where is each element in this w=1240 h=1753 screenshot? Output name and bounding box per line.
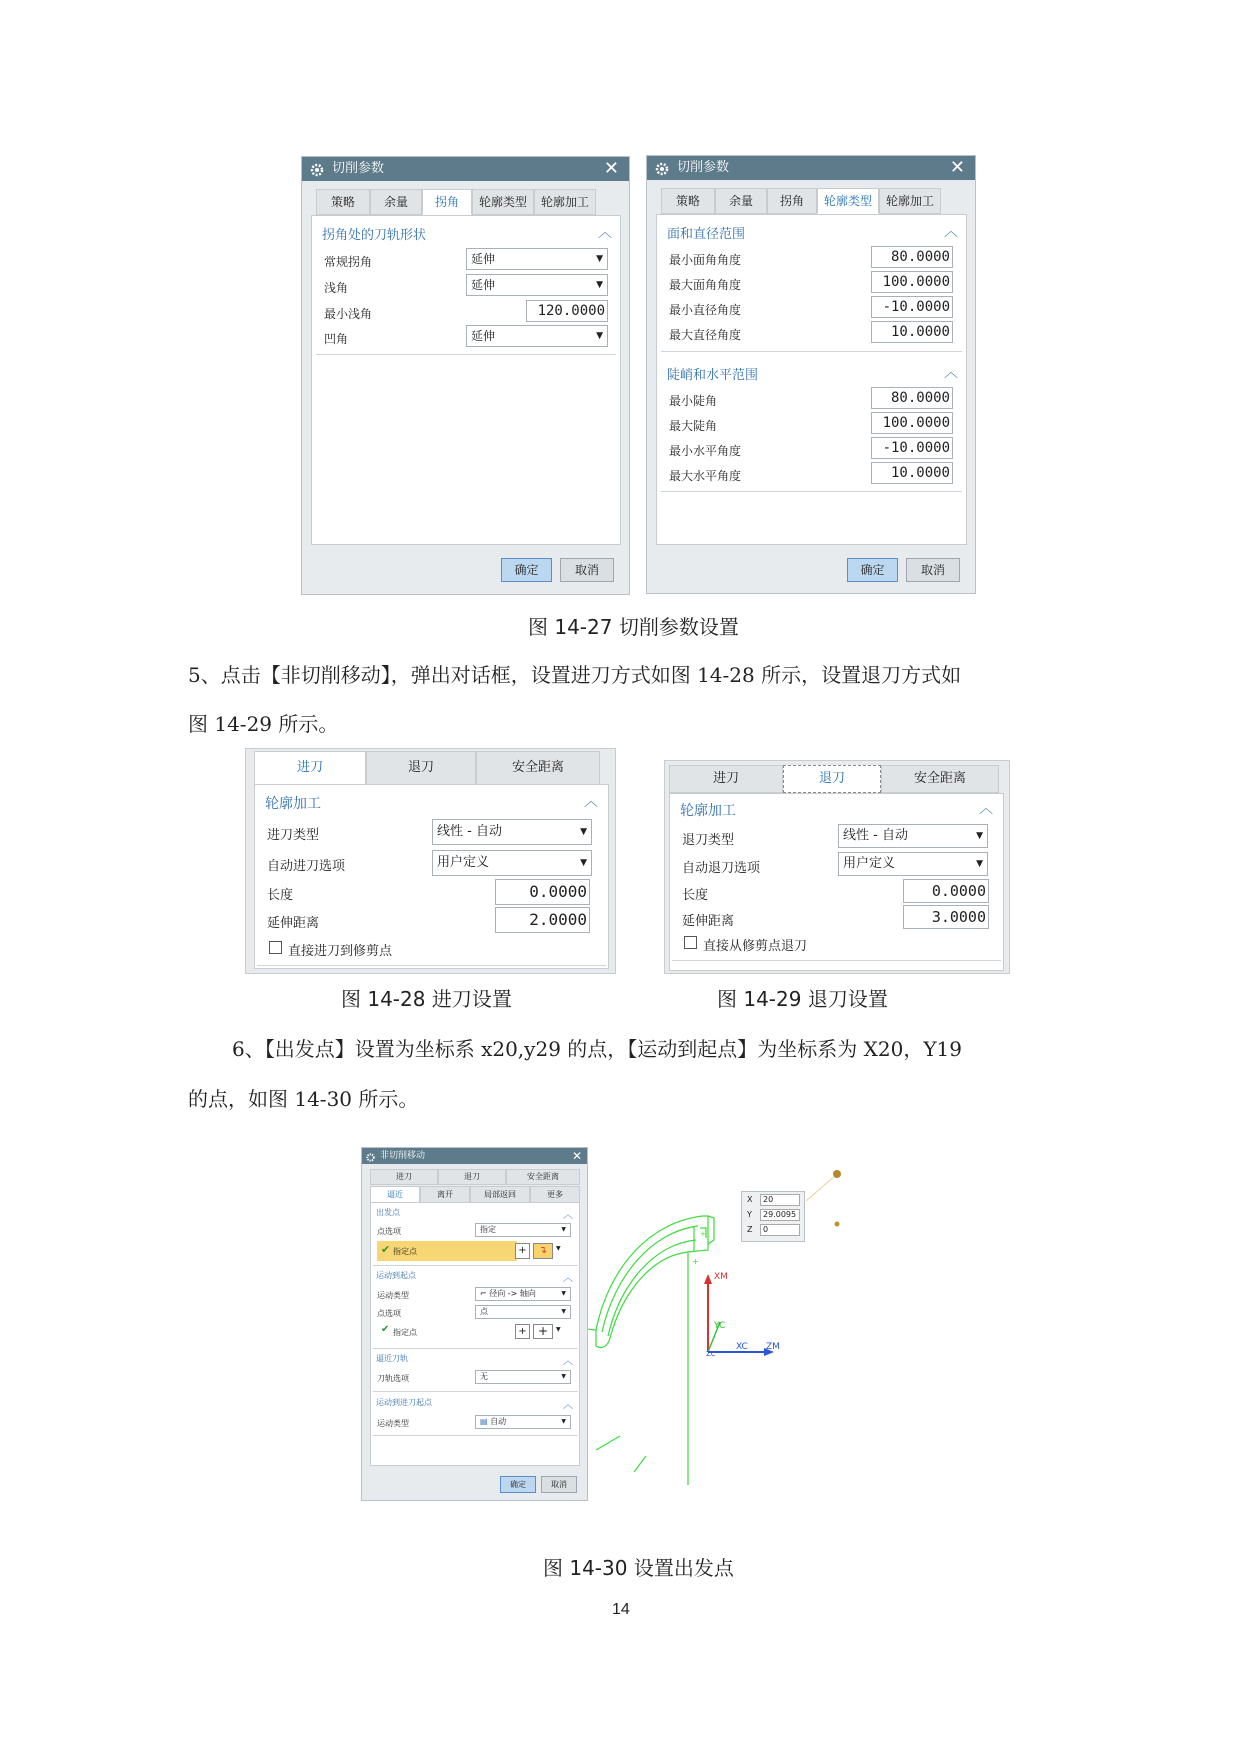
tab-safe-distance[interactable]: 安全距离: [476, 751, 600, 785]
row-label: 最大水平角度: [669, 469, 742, 483]
row-label: 运动类型: [377, 1419, 409, 1428]
select-value: 无: [480, 1372, 488, 1381]
min-diameter-angle-input[interactable]: -10.0000: [871, 296, 953, 318]
row-label: 最小浅角: [324, 307, 373, 321]
page-number: 14: [612, 1601, 630, 1618]
tab-strategy[interactable]: 策略: [661, 188, 715, 214]
corner-normal-select[interactable]: [466, 248, 608, 270]
inferred-point-icon[interactable]: ↴: [533, 1243, 553, 1259]
cut-params-dialog-left: [301, 156, 630, 595]
tab-profile-type[interactable]: 轮廓类型: [817, 188, 879, 214]
tab-corner[interactable]: 拐角: [767, 188, 817, 214]
concave-corner-select[interactable]: [466, 325, 608, 347]
tab-safe-distance[interactable]: 安全距离: [506, 1169, 580, 1185]
tab-corner[interactable]: 拐角: [422, 189, 472, 215]
dialog-titlebar: [362, 1148, 587, 1164]
approach-type-select[interactable]: [432, 819, 592, 845]
tab-more[interactable]: 更多: [530, 1186, 580, 1203]
axis-label-zm: ZM: [766, 1342, 780, 1352]
tab-engage[interactable]: 逼近: [370, 1186, 420, 1203]
min-shallow-angle-input[interactable]: 120.0000: [526, 300, 608, 322]
tab-retract[interactable]: 退刀: [438, 1169, 506, 1185]
tab-depart[interactable]: 离开: [420, 1186, 470, 1203]
row-label: 最小面角角度: [669, 253, 742, 267]
axis-label-yc: YC: [714, 1321, 726, 1331]
tab-approach[interactable]: 进刀: [254, 751, 366, 785]
extension-distance-input[interactable]: 2.0000: [495, 907, 590, 933]
section-title: 轮廓加工: [680, 803, 736, 819]
axis-label-xm: XM: [714, 1272, 728, 1282]
paragraph-6-line2: 的点，如图 14-30 所示。: [188, 1087, 419, 1111]
row-label: 指定点: [393, 1328, 417, 1337]
max-steep-angle-input[interactable]: 100.0000: [871, 412, 953, 434]
row-label: 最大陡角: [669, 419, 718, 433]
tab-profile-machining[interactable]: 轮廓加工: [534, 189, 596, 215]
divider: [316, 354, 616, 355]
select-value: 点: [480, 1307, 488, 1316]
close-icon[interactable]: ✕: [571, 1149, 582, 1163]
collapse-icon[interactable]: ︿: [563, 1210, 573, 1221]
auto-retract-option-select[interactable]: [838, 852, 988, 876]
coord-z-label: Z: [747, 1225, 753, 1234]
section-title: 拐角处的刀轨形状: [322, 228, 427, 243]
extension-distance-input[interactable]: 3.0000: [903, 905, 989, 929]
chevron-down-icon[interactable]: ▼: [556, 1245, 561, 1252]
figure-caption-14-28: 图 14-28 进刀设置: [341, 987, 512, 1011]
radial-axial-icon: ⌐: [480, 1289, 490, 1298]
select-value: 线性 - 自动: [437, 824, 502, 839]
row-label: 刀轨选项: [377, 1374, 409, 1383]
tab-panel: [254, 784, 609, 969]
chevron-down-icon[interactable]: ▼: [556, 1326, 561, 1333]
tab-retract[interactable]: 退刀: [783, 765, 881, 793]
point-markers: [800, 1165, 850, 1235]
section-title: 运动到起点: [376, 1271, 416, 1280]
section-title: 轮廓加工: [265, 796, 321, 812]
checkbox-label: 直接进刀到修剪点: [288, 944, 393, 959]
dropdown-arrow-icon: ▼: [976, 859, 983, 869]
direct-approach-checkbox[interactable]: [269, 941, 282, 954]
length-input[interactable]: 0.0000: [903, 879, 989, 903]
gear-icon: [366, 1152, 375, 1161]
select-value: 径向 -> 轴向: [489, 1289, 536, 1298]
divider: [373, 1435, 578, 1436]
plus-icon[interactable]: +: [533, 1324, 553, 1339]
toolpath-option-select[interactable]: [475, 1370, 571, 1384]
section-title: 面和直径范围: [667, 227, 746, 242]
dropdown-arrow-icon: ▼: [580, 858, 587, 868]
divider: [661, 351, 962, 352]
checkbox-label: 直接从修剪点退刀: [703, 939, 808, 954]
tab-panel: [370, 1202, 580, 1466]
cancel-button[interactable]: 取消: [906, 558, 960, 582]
dropdown-arrow-icon: ▼: [596, 280, 603, 290]
gear-icon: [310, 162, 324, 176]
cancel-button[interactable]: 取消: [560, 558, 614, 582]
min-steep-angle-input[interactable]: 80.0000: [871, 387, 953, 409]
length-input[interactable]: 0.0000: [495, 879, 590, 905]
divider: [661, 491, 962, 492]
svg-text:+: +: [692, 1257, 699, 1266]
cut-params-dialog-right: [646, 155, 976, 594]
divider: [257, 965, 606, 966]
collapse-icon[interactable]: ︿: [563, 1356, 573, 1367]
dropdown-arrow-icon: ▼: [561, 1308, 566, 1315]
collapse-icon[interactable]: ︿: [584, 794, 598, 810]
axis-label-xc: XC: [736, 1342, 748, 1352]
select-value: 用户定义: [437, 855, 490, 870]
corner-shallow-select[interactable]: [466, 274, 608, 296]
max-face-angle-input[interactable]: 100.0000: [871, 271, 953, 293]
check-icon: ✔: [381, 1243, 391, 1256]
tab-stock[interactable]: 余量: [370, 189, 422, 215]
row-label: 常规拐角: [324, 255, 373, 269]
row-label: 延伸距离: [682, 914, 735, 929]
select-value: 延伸: [471, 329, 496, 343]
retract-type-select[interactable]: [838, 824, 988, 848]
divider: [373, 1391, 578, 1392]
row-label: 长度: [267, 888, 294, 903]
collapse-icon[interactable]: ︿: [944, 224, 958, 240]
tab-retract[interactable]: 退刀: [366, 751, 476, 785]
dropdown-arrow-icon: ▼: [561, 1226, 566, 1233]
paragraph-6-line1: 6、【出发点】设置为坐标系 x20,y29 的点，【运动到起点】为坐标系为 X20，Y19: [232, 1037, 962, 1061]
coord-x-label: X: [747, 1195, 753, 1204]
row-label: 退刀类型: [682, 833, 735, 848]
row-label: 最小直径角度: [669, 303, 742, 317]
tab-strategy[interactable]: 策略: [316, 189, 370, 215]
retract-settings-panel: [664, 760, 1010, 974]
divider: [672, 960, 1001, 961]
collapse-icon[interactable]: ︿: [598, 225, 612, 241]
tab-approach[interactable]: 进刀: [669, 765, 783, 793]
point-option-select[interactable]: [475, 1305, 571, 1319]
dropdown-arrow-icon: ▼: [580, 827, 587, 837]
row-label: 最小陡角: [669, 394, 718, 408]
collapse-icon[interactable]: ︿: [944, 365, 958, 381]
cancel-button[interactable]: 取消: [541, 1476, 577, 1493]
direct-retract-checkbox[interactable]: [684, 936, 697, 949]
dialog-title: 切削参数: [332, 161, 385, 176]
auto-motion-icon: ▤: [480, 1417, 491, 1426]
dialog-title: 非切削移动: [380, 1151, 426, 1161]
point-dialog-icon[interactable]: +: [515, 1243, 530, 1259]
tab-stock[interactable]: 余量: [715, 188, 767, 214]
non-cutting-moves-dialog: [361, 1147, 588, 1501]
paragraph-5-line1: 5、点击【非切削移动】，弹出对话框，设置进刀方式如图 14-28 所示，设置退刀方式如: [188, 663, 962, 687]
tab-profile-type[interactable]: 轮廓类型: [472, 189, 534, 215]
point-option-select[interactable]: [475, 1223, 571, 1237]
coord-x-input[interactable]: 20: [760, 1194, 800, 1206]
select-value: 自动: [490, 1417, 507, 1426]
figure-caption-14-29: 图 14-29 退刀设置: [717, 987, 888, 1011]
row-label: 运动类型: [377, 1291, 409, 1300]
max-diameter-angle-input[interactable]: 10.0000: [871, 321, 953, 343]
tab-safe-distance[interactable]: 安全距离: [881, 765, 999, 793]
select-value: 线性 - 自动: [843, 828, 908, 843]
tab-approach[interactable]: 进刀: [370, 1169, 438, 1185]
row-label: 延伸距离: [267, 916, 320, 931]
ok-button[interactable]: 确定: [501, 558, 552, 582]
collapse-icon[interactable]: ︿: [563, 1400, 573, 1411]
tab-panel: [311, 215, 621, 545]
axis-label-zc: ZC: [706, 1350, 716, 1358]
motion-type-select[interactable]: [475, 1287, 571, 1301]
coord-z-input[interactable]: 0: [760, 1224, 800, 1236]
section-title: 逼近刀轨: [376, 1354, 408, 1363]
section-title: 陡峭和水平范围: [667, 368, 759, 383]
row-label: 最大面角角度: [669, 278, 742, 292]
min-face-angle-input[interactable]: 80.0000: [871, 246, 953, 268]
close-icon[interactable]: ✕: [949, 157, 965, 178]
select-value: 延伸: [471, 278, 496, 292]
row-label: 最大直径角度: [669, 328, 742, 342]
dropdown-arrow-icon: ▼: [596, 254, 603, 264]
row-label: 进刀类型: [267, 828, 320, 843]
figure-caption-14-30: 图 14-30 设置出发点: [543, 1556, 734, 1580]
select-value: 指定: [480, 1225, 496, 1234]
point-dialog-icon[interactable]: +: [515, 1324, 530, 1339]
dropdown-arrow-icon: ▼: [561, 1373, 566, 1380]
tab-local-return[interactable]: 局部返回: [470, 1186, 530, 1203]
select-value: 用户定义: [843, 856, 896, 871]
row-label: 点选项: [377, 1309, 401, 1318]
dialog-titlebar: [647, 156, 975, 180]
dialog-title: 切削参数: [677, 160, 730, 175]
dropdown-arrow-icon: ▼: [561, 1290, 566, 1297]
collapse-icon[interactable]: ︿: [979, 801, 993, 817]
row-label: 长度: [682, 888, 709, 903]
engage-motion-type-select[interactable]: [475, 1415, 571, 1429]
dropdown-arrow-icon: ▼: [596, 331, 603, 341]
close-icon[interactable]: ✕: [603, 158, 619, 179]
gear-icon: [655, 161, 669, 175]
paragraph-5-line2: 图 14-29 所示。: [188, 712, 339, 736]
divider: [373, 1265, 578, 1266]
coord-y-label: Y: [747, 1210, 752, 1219]
ok-button[interactable]: 确定: [847, 558, 898, 582]
section-title: 出发点: [376, 1208, 400, 1217]
row-label: 浅角: [324, 281, 349, 295]
ok-button[interactable]: 确定: [500, 1476, 536, 1493]
check-icon: ✔: [381, 1324, 390, 1335]
approach-settings-panel: [245, 748, 616, 974]
divider: [373, 1348, 578, 1349]
row-label: 最小水平角度: [669, 444, 742, 458]
svg-text:+: +: [700, 1230, 706, 1238]
dropdown-arrow-icon: ▼: [561, 1418, 566, 1425]
dropdown-arrow-icon: ▼: [976, 831, 983, 841]
row-label: 指定点: [393, 1247, 417, 1256]
row-label: 凹角: [324, 332, 349, 346]
coord-y-input[interactable]: 29.0095: [760, 1209, 800, 1221]
tab-panel: [656, 214, 967, 545]
row-label: 自动退刀选项: [682, 861, 761, 876]
auto-approach-option-select[interactable]: [432, 850, 592, 876]
row-label: 自动进刀选项: [267, 859, 346, 874]
coordinate-input-box: [741, 1191, 805, 1242]
figure-caption-14-27: 图 14-27 切削参数设置: [528, 615, 739, 639]
max-level-angle-input[interactable]: 10.0000: [871, 462, 953, 484]
min-level-angle-input[interactable]: -10.0000: [871, 437, 953, 459]
dialog-titlebar: [302, 157, 629, 181]
tab-profile-machining[interactable]: 轮廓加工: [879, 188, 941, 214]
tab-panel: [669, 793, 1004, 971]
section-title: 运动到进刀起点: [376, 1398, 432, 1407]
row-label: 点选项: [377, 1227, 401, 1236]
select-value: 延伸: [471, 252, 496, 266]
collapse-icon[interactable]: ︿: [563, 1273, 573, 1284]
